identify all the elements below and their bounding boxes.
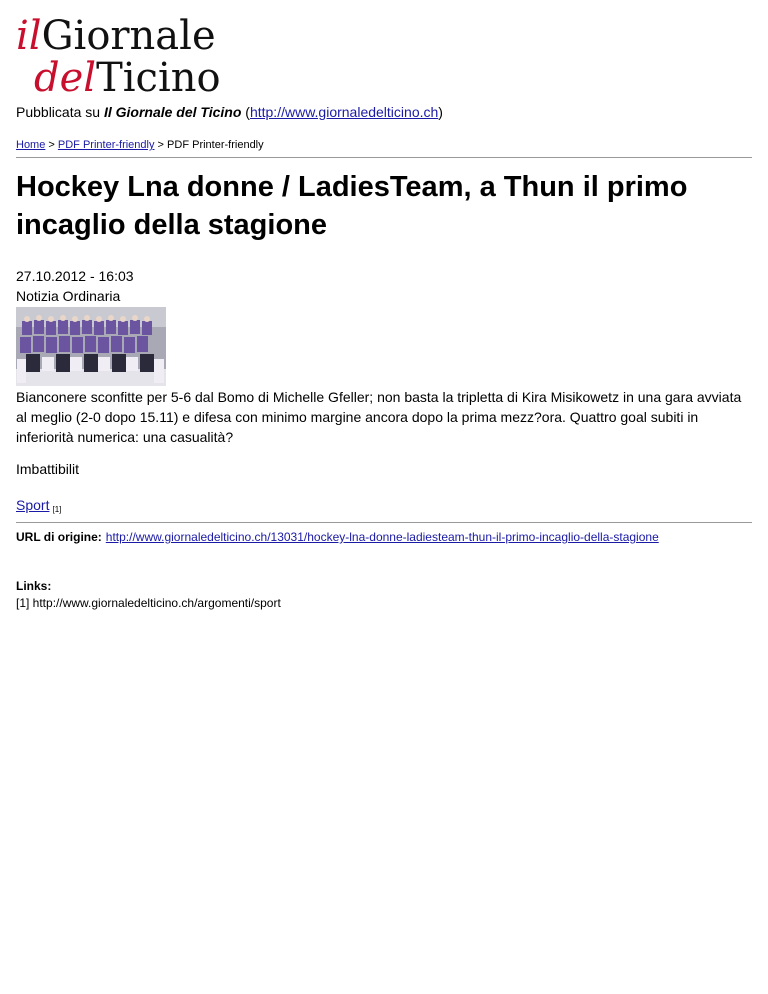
breadcrumb [16, 138, 264, 152]
article-date: 27.10.2012 - 16:03 [16, 268, 134, 284]
tag-reference: [1] [52, 505, 62, 514]
site-url-link[interactable]: http://www.giornaledelticino.ch [249, 104, 439, 120]
published-prefix: Pubblicata su [16, 104, 101, 120]
article-body: Bianconere sconfitte per 5-6 dal Bomo di Michelle Gfeller; non basta la tripletta di Kira Misikowetz in una gara avviata al meglio (2-0 dopo 15.11) e difesa con minimo margine ancora dopo la prima mezz?ora. Quattro goal subiti in inferiorità numerica: una casualità? [16, 389, 742, 445]
breadcrumb-separator: > [48, 139, 55, 151]
links-item: [1] http://www.giornaledelticino.ch/argomenti/sport [16, 596, 281, 610]
site-logo [16, 14, 236, 100]
published-line [16, 103, 443, 121]
breadcrumb-separator: > [157, 139, 164, 151]
team-photo [16, 307, 166, 386]
article-category: Notizia Ordinaria [16, 288, 121, 304]
breadcrumb-pdf-link[interactable]: PDF Printer-friendly [57, 139, 155, 151]
article-meta [16, 266, 134, 306]
tag-sport-link[interactable]: Sport [16, 497, 50, 513]
logo-word-giornale: Giornale [41, 13, 216, 59]
logo-word-del: del [34, 55, 97, 101]
divider [16, 522, 752, 523]
source-url-label: URL di origine: [16, 530, 102, 544]
close-paren: ) [438, 104, 443, 120]
links-heading: Links: [16, 579, 52, 593]
divider [16, 157, 752, 158]
open-paren: ( [245, 104, 250, 120]
article-tag [16, 496, 61, 519]
source-url-link[interactable]: http://www.giornaledelticino.ch/13031/hockey-lna-donne-ladiesteam-thun-il-primo-incaglio-della-stagione [105, 530, 659, 544]
logo-word-il: il [16, 13, 42, 59]
published-site-name: Il Giornale del Ticino [103, 104, 242, 120]
source-url [16, 529, 744, 546]
article-title: Hockey Lna donne / LadiesTeam, a Thun il primo incaglio della stagione [16, 171, 688, 241]
logo-word-ticino: Ticino [96, 55, 221, 101]
article-extra-text: Imbattibilit [16, 461, 80, 477]
breadcrumb-current: PDF Printer-friendly [167, 139, 264, 151]
breadcrumb-home-link[interactable]: Home [16, 139, 46, 151]
